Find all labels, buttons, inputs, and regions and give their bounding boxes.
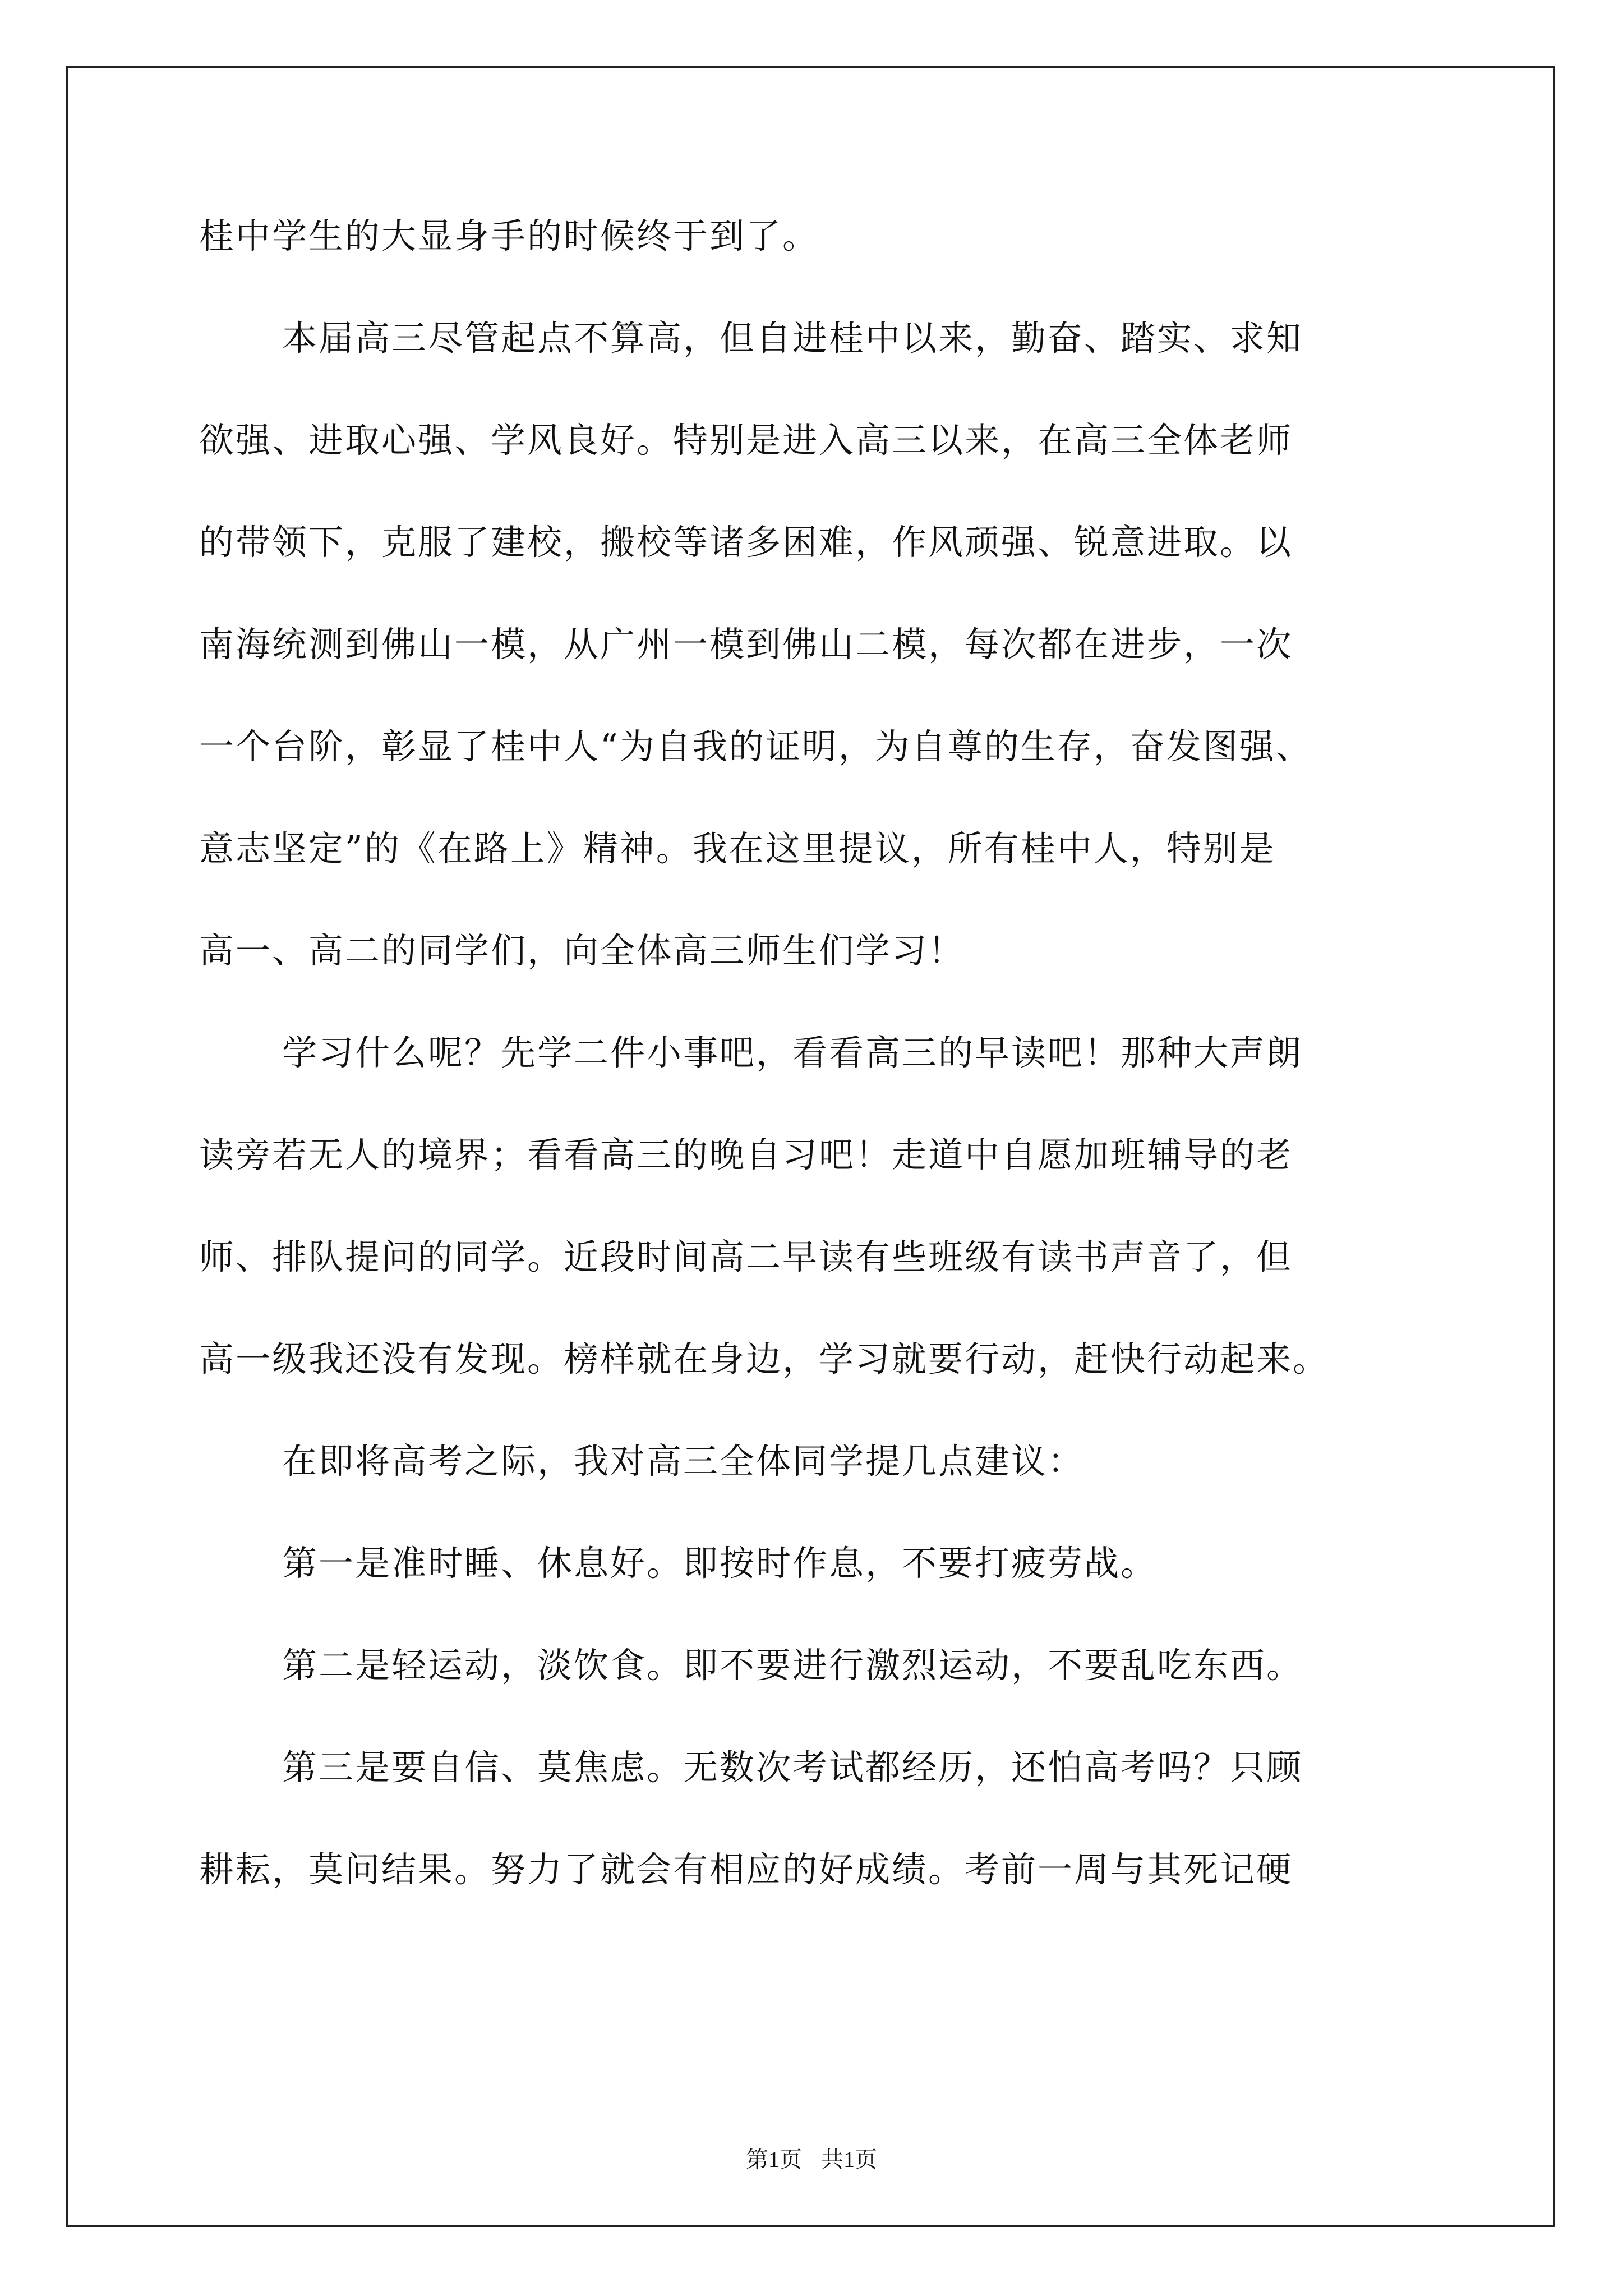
text-line: 第一是准时睡、休息好。即按时作息，不要打疲劳战。	[282, 1543, 1158, 1584]
text-line: 高一级我还没有发现。榜样就在身边，学习就要行动，赶快行动起来。	[199, 1338, 1330, 1379]
text-line: 师、排队提问的同学。近段时间高二早读有些班级有读书声音了，但	[199, 1236, 1293, 1277]
page-number: 第1页	[746, 2147, 802, 2172]
text-line: 一个台阶，彰显了桂中人“为自我的证明，为自尊的生存，奋发图强、	[199, 726, 1312, 767]
document-body	[199, 215, 1433, 1954]
text-line: 欲强、进取心强、学风良好。特别是进入高三以来，在高三全体老师	[199, 420, 1293, 461]
text-line: 南海统测到佛山一模，从广州一模到佛山二模，每次都在进步，一次	[199, 624, 1293, 665]
text-line: 本届高三尽管起点不算高，但自进桂中以来，勤奋、踏实、求知	[282, 318, 1303, 358]
text-line: 意志坚定”的《在路上》精神。我在这里提议，所有桂中人，特别是	[199, 828, 1276, 869]
text-line: 第三是要自信、莫焦虑。无数次考试都经历，还怕高考吗？只顾	[282, 1747, 1303, 1788]
text-line: 的带领下，克服了建校，搬校等诸多困难，作风顽强、锐意进取。以	[199, 522, 1293, 563]
text-line: 读旁若无人的境界；看看高三的晚自习吧！走道中自愿加班辅导的老	[199, 1134, 1293, 1175]
text-line: 耕耘，莫问结果。努力了就会有相应的好成绩。考前一周与其死记硬	[199, 1849, 1293, 1890]
text-line: 在即将高考之际，我对高三全体同学提几点建议：	[282, 1441, 1085, 1481]
text-line: 高一、高二的同学们，向全体高三师生们学习！	[199, 930, 965, 971]
text-line: 学习什么呢？先学二件小事吧，看看高三的早读吧！那种大声朗	[282, 1032, 1303, 1073]
page-total: 共1页	[821, 2147, 877, 2172]
page-footer	[0, 2142, 1623, 2174]
text-line: 桂中学生的大显身手的时候终于到了。	[199, 215, 819, 256]
text-line: 第二是轻运动，淡饮食。即不要进行激烈运动，不要乱吃东西。	[282, 1645, 1303, 1686]
